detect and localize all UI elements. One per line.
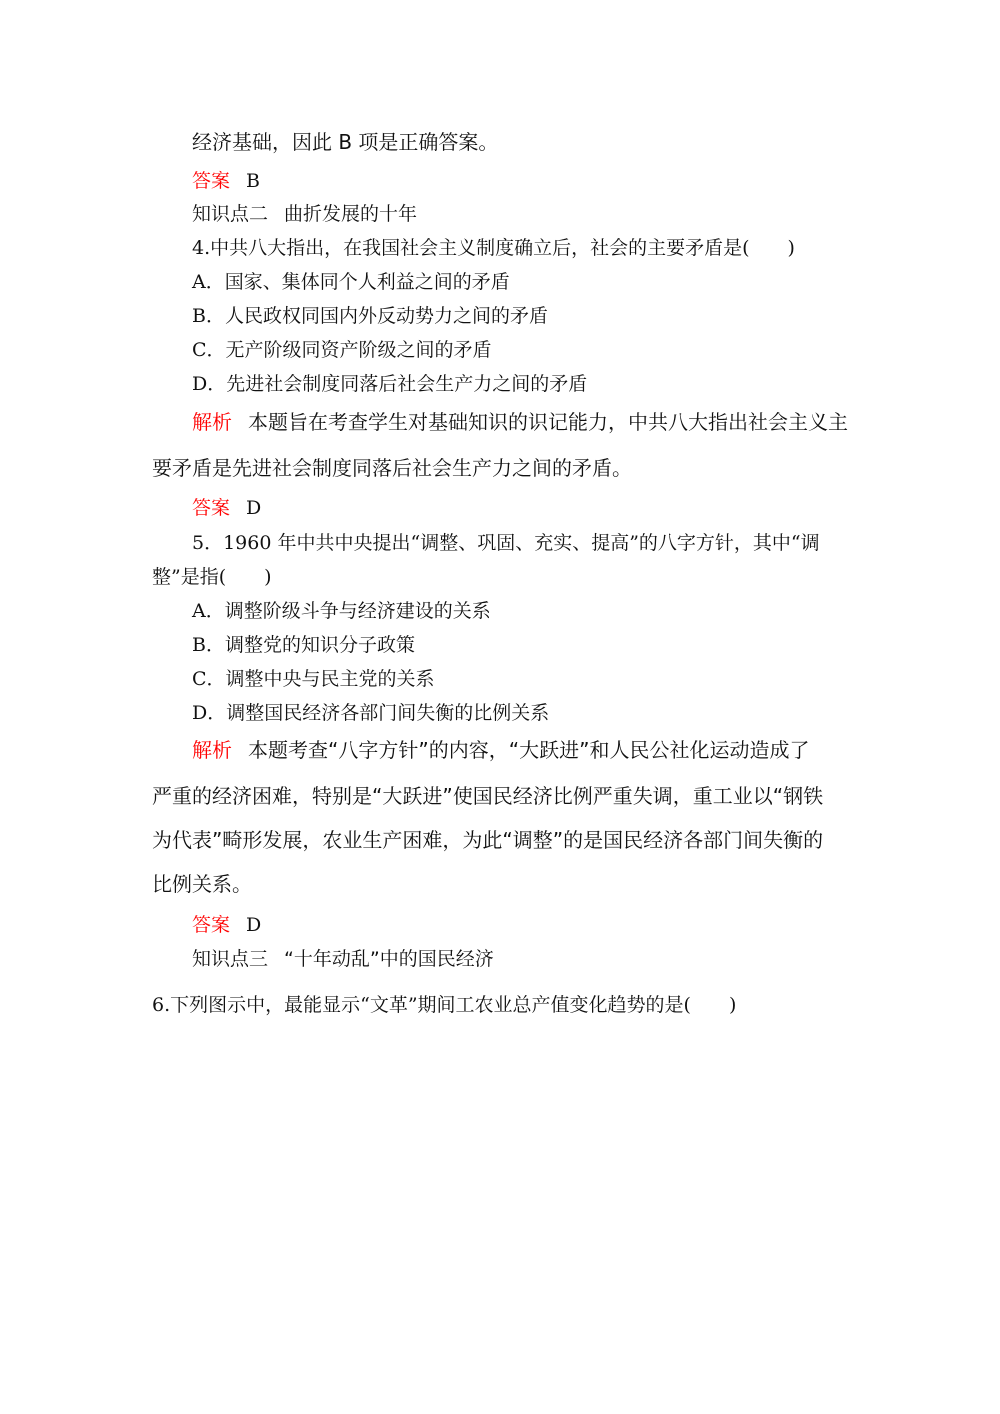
q4-analysis-line-1: 解析 本题旨在考查学生对基础知识的识记能力，中共八大指出社会主义主 [192,410,848,434]
question-4-stem: 4.中共八大指出，在我国社会主义制度确立后，社会的主要矛盾是( ) [192,237,795,259]
q4-analysis-line-2: 要矛盾是先进社会制度同落后社会生产力之间的矛盾。 [152,456,632,480]
q4-option-b: B．人民政权同国内外反动势力之间的矛盾 [192,305,548,327]
question-5-stem-line-2: 整”是指( ) [152,566,272,588]
section-heading-3 [192,947,494,971]
q5-analysis-line-3: 为代表”畸形发展，农业生产困难，为此“调整”的是国民经济各部门间失衡的 [152,828,824,852]
answer-value: D [246,497,262,519]
q5-analysis-line-4: 比例关系。 [152,872,252,896]
answer-label: 答案 [192,497,231,519]
q4-answer-row [192,496,261,520]
q4-option-c: C．无产阶级同资产阶级之间的矛盾 [192,339,492,361]
analysis-label: 解析 [192,410,232,434]
q5-option-b: B．调整党的知识分子政策 [192,634,415,656]
q5-analysis-line-2: 严重的经济困难，特别是“大跃进”使国民经济比例严重失调，重工业以“钢铁 [152,784,824,808]
q5-option-c: C．调整中央与民主党的关系 [192,668,435,690]
q5-option-a: A．调整阶级斗争与经济建设的关系 [192,600,491,622]
answer-row [192,169,260,193]
answer-label: 答案 [192,914,231,936]
q4-option-d: D．先进社会制度同落后社会生产力之间的矛盾 [192,373,588,395]
section-title: “十年动乱”中的国民经济 [284,948,494,970]
q4-option-a: A．国家、集体同个人利益之间的矛盾 [192,271,510,293]
answer-value: B [246,170,260,192]
question-5-stem-line-1: 5．1960 年中共中央提出“调整、巩固、充实、提高”的八字方针，其中“调 [192,532,820,554]
answer-label: 答案 [192,170,231,192]
q5-answer-row [192,913,261,937]
analysis-label: 解析 [192,738,232,762]
section-prefix: 知识点三 [192,948,269,970]
q5-option-d: D．调整国民经济各部门间失衡的比例关系 [192,702,550,724]
section-heading-2 [192,202,417,226]
q5-analysis-line-1: 解析 本题考查“八字方针”的内容，“大跃进”和人民公社化运动造成了 [192,738,810,762]
answer-value: D [246,914,262,936]
previous-explanation-tail: 经济基础，因此 B 项是正确答案。 [192,130,499,154]
section-title: 曲折发展的十年 [284,203,418,225]
section-prefix: 知识点二 [192,203,269,225]
question-6-stem: 6.下列图示中，最能显示“文革”期间工农业总产值变化趋势的是( ) [152,994,737,1016]
